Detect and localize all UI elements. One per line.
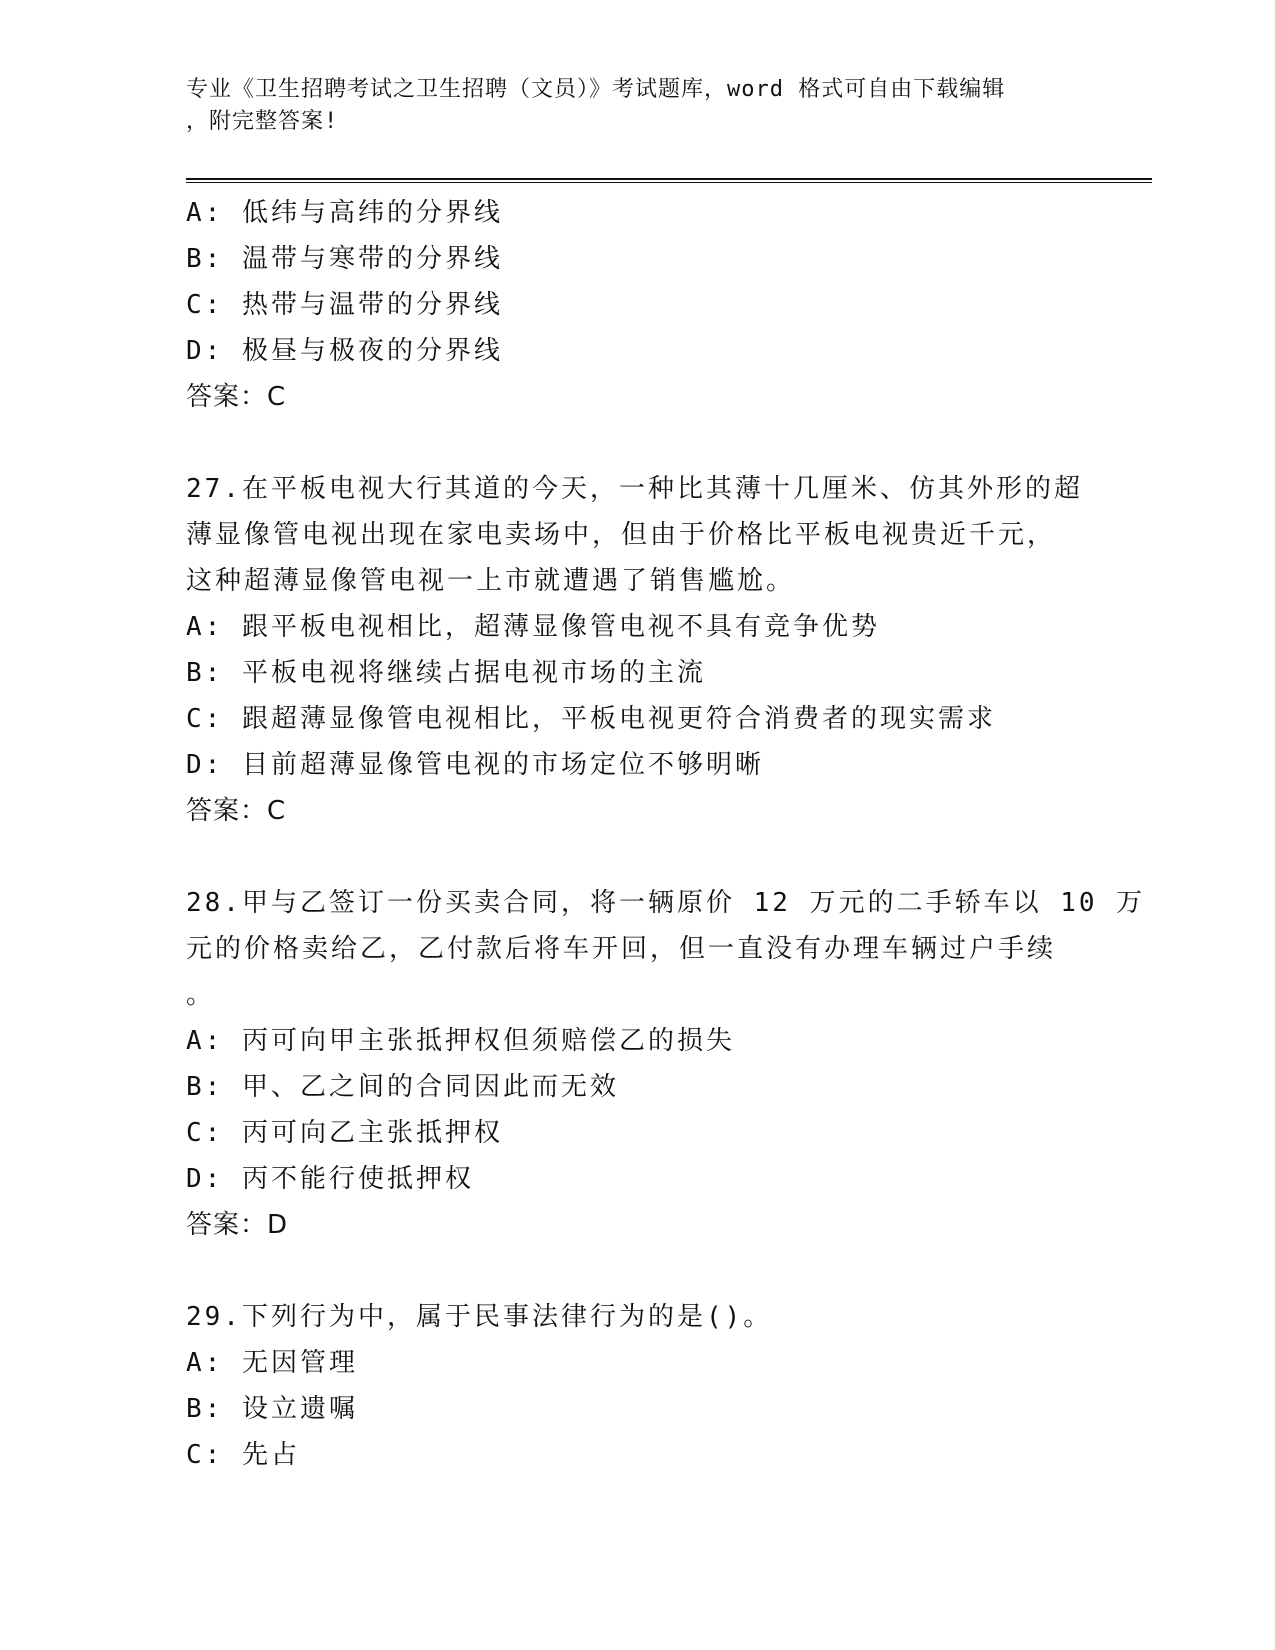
question-block-28 bbox=[186, 880, 1146, 1248]
option-a: A: 无因管理 bbox=[186, 1348, 358, 1378]
spacer bbox=[186, 834, 1086, 880]
option-b: B: 甲、乙之间的合同因此而无效 bbox=[186, 1072, 619, 1102]
question-text-line: 这种超薄显像管电视一上市就遭遇了销售尴尬。 bbox=[186, 566, 796, 596]
option-c: C: 热带与温带的分界线 bbox=[186, 290, 503, 320]
header-divider bbox=[186, 178, 1152, 183]
spacer bbox=[186, 1248, 1086, 1294]
question-text-line: 27.在平板电视大行其道的今天，一种比其薄十几厘米、仿其外形的超 bbox=[186, 474, 1083, 504]
question-text-line: 29.下列行为中，属于民事法律行为的是()。 bbox=[186, 1302, 773, 1332]
option-a: A: 跟平板电视相比，超薄显像管电视不具有竞争优势 bbox=[186, 612, 880, 642]
option-b: B: 平板电视将继续占据电视市场的主流 bbox=[186, 658, 706, 688]
question-text-line: 薄显像管电视出现在家电卖场中，但由于价格比平板电视贵近千元， bbox=[186, 520, 1057, 550]
question-text-line: 。 bbox=[186, 980, 216, 1010]
option-a: A: 低纬与高纬的分界线 bbox=[186, 198, 503, 228]
question-text-line: 28.甲与乙签订一份买卖合同，将一辆原价 12 万元的二手轿车以 10 万 bbox=[186, 888, 1146, 918]
spacer bbox=[186, 420, 1086, 466]
question-list bbox=[186, 190, 1146, 1478]
answer-line: 答案：D bbox=[186, 1210, 289, 1240]
answer-line: 答案：C bbox=[186, 382, 287, 412]
option-c: C: 先占 bbox=[186, 1440, 300, 1470]
option-b: B: 温带与寒带的分界线 bbox=[186, 244, 503, 274]
question-block-29 bbox=[186, 1294, 1086, 1478]
question-block-26 bbox=[186, 190, 1086, 420]
option-c: C: 丙可向乙主张抵押权 bbox=[186, 1118, 503, 1148]
option-d: D: 目前超薄显像管电视的市场定位不够明晰 bbox=[186, 750, 764, 780]
option-a: A: 丙可向甲主张抵押权但须赔偿乙的损失 bbox=[186, 1026, 735, 1056]
answer-line: 答案：C bbox=[186, 796, 287, 826]
question-block-27 bbox=[186, 466, 1086, 834]
option-d: D: 丙不能行使抵押权 bbox=[186, 1164, 474, 1194]
option-d: D: 极昼与极夜的分界线 bbox=[186, 336, 503, 366]
question-text-line: 元的价格卖给乙，乙付款后将车开回，但一直没有办理车辆过户手续 bbox=[186, 934, 1057, 964]
header-line-2: ，附完整答案! bbox=[186, 109, 339, 134]
header-line-1: 专业《卫生招聘考试之卫生招聘（文员）》考试题库，word 格式可自由下载编辑 bbox=[186, 77, 1006, 102]
option-b: B: 设立遗嘱 bbox=[186, 1394, 358, 1424]
option-c: C: 跟超薄显像管电视相比，平板电视更符合消费者的现实需求 bbox=[186, 704, 996, 734]
document-header bbox=[186, 74, 1066, 138]
